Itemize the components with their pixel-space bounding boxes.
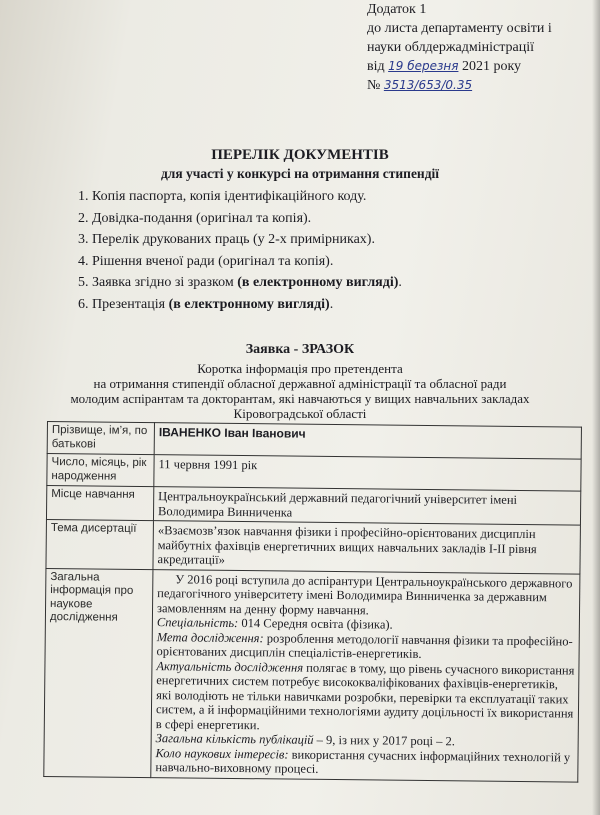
- dob-value: 11 червня 1991 рік: [154, 455, 581, 491]
- page-title: ПЕРЕЛІК ДОКУМЕНТІВ: [211, 147, 389, 163]
- sample-line-3: молодим аспірантам та докторантам, які навчаються у вищих навчальних закладах: [70, 391, 530, 406]
- sample-title: Заявка - ЗРАЗОК: [245, 342, 355, 357]
- research-info-value: [151, 569, 580, 781]
- list-item: 5. Заявка згідно зі зразком (в електронному вигляді).: [78, 275, 402, 290]
- sample-line-1: Коротка інформація про претендента: [197, 361, 403, 376]
- appendix-header: [367, 0, 597, 95]
- info-specialty: Спеціальність: 014 Середня освіта (фізика).: [156, 615, 393, 632]
- list-item: 4. Рішення вченої ради (оригінал та копія).: [78, 253, 334, 269]
- research-info-label: Загальна інформація про наукове дослідження: [44, 568, 153, 777]
- number-prefix: №: [367, 78, 381, 93]
- list-item: 3. Перелік друкованих праць (у 2-х примірниках).: [78, 232, 375, 247]
- appendix-number: [367, 76, 597, 95]
- date-suffix: 2021 року: [461, 59, 522, 74]
- applicant-info-table: [43, 421, 582, 782]
- documents-list: [78, 186, 402, 315]
- thesis-value: «Взаємозв’язок навчання фізики і професійно-орієнтованих дисциплін майбутніх фахівців енергетичних вищих навчальних закладів І-ІІ рівня акредитації»: [153, 521, 580, 574]
- dob-label: Число, місяць, рік народження: [47, 454, 154, 487]
- table-row: [46, 519, 580, 573]
- sample-line-2: на отримання стипендії обласної державної адміністрації та обласної ради: [93, 376, 507, 391]
- info-publications: Загальна кількість публікацій – 9, із них у 2017 році – 2.: [155, 731, 455, 749]
- appendix-label: Додаток 1: [367, 2, 427, 17]
- date-prefix: від: [367, 59, 385, 74]
- list-item: 2. Довідка-подання (оригінал та копія).: [78, 210, 312, 226]
- info-goal: Мета дослідження: розроблення методології навчання фізики та професійно-орієнтованих дисциплін спеціалістів-енергетиків.: [156, 629, 573, 661]
- table-row: [44, 568, 580, 782]
- info-interests: Коло наукових інтересів: використання сучасних інформаційних технологій у навчально-виховному процесі.: [155, 745, 571, 776]
- info-paragraph: У 2016 році вступила до аспірантури Центральноукраїнського державного педагогічного університету імені Володимира Винниченка за державним замовленням на денну форму навчання.: [156, 571, 573, 617]
- list-item: 6. Презентація (в електронному вигляді).: [78, 296, 334, 312]
- appendix-line-2: до листа департаменту освіти і: [367, 21, 552, 36]
- handwritten-number: 3513/653/0.35: [383, 78, 473, 92]
- handwritten-date: 19 березня: [388, 59, 459, 73]
- sample-line-4: Кіровоградської області: [233, 406, 367, 421]
- appendix-date: [367, 57, 597, 76]
- info-relevance: Актуальність дослідження полягає в тому, що рівень сучасного використання енергетичних систем потребує висококваліфікованих фахівців-енергетиків, які володіють не тільки навичками розробки, перевірки та експлуатації таких систем, а й інформаційними технологіями аудиту доцільності їх використання в сфері енергетики.: [155, 658, 575, 732]
- thesis-label: Тема дисертації: [46, 519, 154, 569]
- study-place-value: Центральноукраїнський державний педагогічний університет імені Володимира Винниченка: [153, 487, 580, 525]
- name-label: Прізвище, ім’я, по батькові: [47, 422, 154, 455]
- table-row: [46, 486, 580, 526]
- appendix-line-3: науки облдержадміністрації: [367, 40, 535, 55]
- study-place-label: Місце навчання: [46, 486, 153, 521]
- name-value: ІВАНЕНКО Іван Іванович: [154, 423, 581, 459]
- list-item: 1. Копія паспорта, копія ідентифікаційного коду.: [78, 189, 367, 204]
- page-subtitle: для участі у конкурсі на отримання стипендії: [160, 166, 440, 181]
